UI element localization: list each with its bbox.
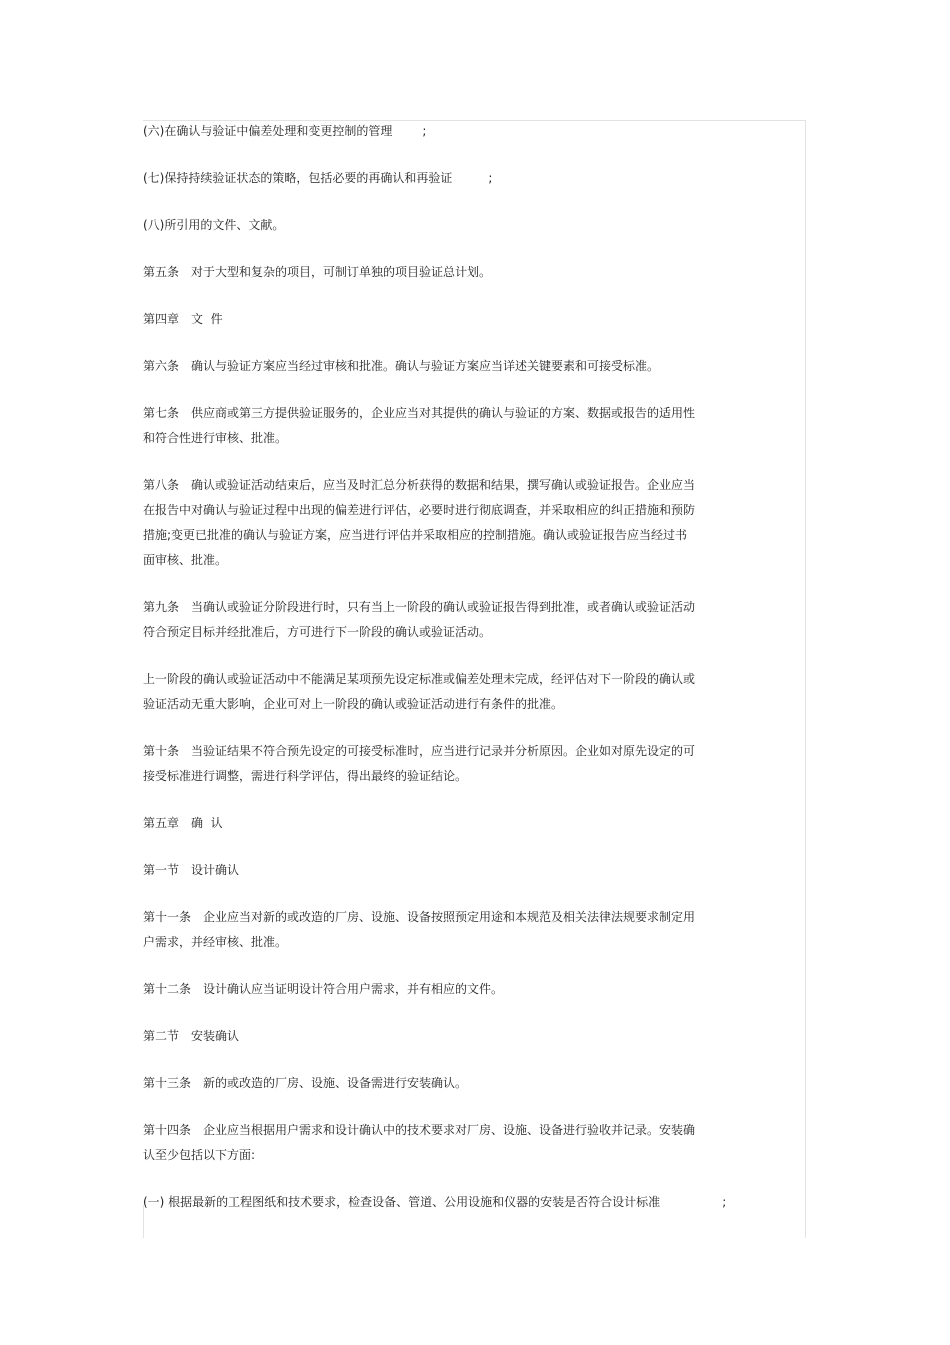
paragraph-line (143, 1143, 773, 1168)
paragraph-line (143, 354, 773, 379)
paragraph-9 (143, 595, 773, 645)
paragraph-text: (八)所引用的文件、文献。 (143, 218, 285, 232)
paragraph-text: 第七条 供应商或第三方提供验证服务的，企业应当对其提供的确认与验证的方案、数据或报告的适用性 (143, 406, 696, 420)
paragraph-4 (143, 260, 773, 285)
paragraph-line (143, 739, 773, 764)
paragraph-line (143, 667, 773, 692)
paragraph-line (143, 119, 773, 144)
paragraph-6 (143, 354, 773, 379)
paragraph-2 (143, 166, 773, 191)
paragraph-14 (143, 905, 773, 955)
paragraph-text: (一) 根据最新的工程图纸和技术要求，检查设备、管道、公用设施和仪器的安装是否符合设计标准 (143, 1195, 661, 1209)
paragraph-line (143, 858, 773, 883)
paragraph-text: 第八条 确认或验证活动结束后，应当及时汇总分析获得的数据和结果，撰写确认或验证报告。企业应当 (143, 478, 696, 492)
paragraph-text: 在报告中对确认与验证过程中出现的偏差进行评估，必要时进行彻底调查，并采取相应的纠正措施和预防 (143, 503, 696, 517)
paragraph-line (143, 548, 773, 573)
paragraph-19 (143, 1190, 773, 1215)
paragraph-text: 第十四条 企业应当根据用户需求和设计确认中的技术要求对厂房、设施、设备进行验收并记录。安装确 (143, 1123, 696, 1137)
paragraph-text: 面审核、批准。 (143, 553, 228, 567)
paragraph-line (143, 498, 773, 523)
paragraph-line (143, 307, 773, 332)
paragraph-text: 第九条 当确认或验证分阶段进行时，只有当上一阶段的确认或验证报告得到批准，或者确认或验证活动 (143, 600, 696, 614)
paragraph-line (143, 166, 773, 191)
paragraph-text: (六)在确认与验证中偏差处理和变更控制的管理 (143, 124, 393, 138)
paragraph-10 (143, 667, 773, 717)
paragraph-text: 第四章 文 件 (143, 312, 223, 326)
paragraph-text: 接受标准进行调整，需进行科学评估，得出最终的验证结论。 (143, 769, 468, 783)
paragraph-1 (143, 119, 773, 144)
paragraph-line (143, 620, 773, 645)
paragraph-7 (143, 401, 773, 451)
paragraph-line (143, 692, 773, 717)
paragraph-12 (143, 811, 773, 836)
paragraph-text: 第十二条 设计确认应当证明设计符合用户需求，并有相应的文件。 (143, 982, 504, 996)
paragraph-text: (七)保持持续验证状态的策略，包括必要的再确认和再验证 (143, 171, 453, 185)
paragraph-line (143, 426, 773, 451)
paragraph-8 (143, 473, 773, 573)
paragraph-line (143, 764, 773, 789)
paragraph-line (143, 523, 773, 548)
paragraph-5 (143, 307, 773, 332)
paragraph-text: 措施;变更已批准的确认与验证方案，应当进行评估并采取相应的控制措施。确认或验证报告应当经过书 (143, 528, 688, 542)
paragraph-18 (143, 1118, 773, 1168)
paragraph-text: 和符合性进行审核、批准。 (143, 431, 288, 445)
paragraph-line (143, 595, 773, 620)
paragraph-text: 第六条 确认与验证方案应当经过审核和批准。确认与验证方案应当详述关键要素和可接受标准。 (143, 359, 660, 373)
paragraph-text: 第一节 设计确认 (143, 863, 240, 877)
paragraph-13 (143, 858, 773, 883)
paragraph-text: 第五章 确 认 (143, 816, 223, 830)
trailing-punctuation: ; (722, 1195, 727, 1209)
paragraph-16 (143, 1024, 773, 1049)
paragraph-line (143, 1071, 773, 1096)
paragraph-line (143, 905, 773, 930)
paragraph-text: 户需求，并经审核、批准。 (143, 935, 288, 949)
paragraph-line (143, 811, 773, 836)
paragraph-11 (143, 739, 773, 789)
trailing-punctuation: ; (422, 124, 427, 138)
paragraph-line (143, 930, 773, 955)
paragraph-text: 验证活动无重大影响，企业可对上一阶段的确认或验证活动进行有条件的批准。 (143, 697, 564, 711)
paragraph-3 (143, 213, 773, 238)
paragraph-line (143, 1024, 773, 1049)
paragraph-text: 上一阶段的确认或验证活动中不能满足某项预先设定标准或偏差处理未完成，经评估对下一阶段的确认或 (143, 672, 696, 686)
paragraph-text: 第十三条 新的或改造的厂房、设施、设备需进行安装确认。 (143, 1076, 468, 1090)
paragraph-line (143, 401, 773, 426)
paragraph-text: 第十一条 企业应当对新的或改造的厂房、设施、设备按照预定用途和本规范及相关法律法规要求制定用 (143, 910, 696, 924)
paragraph-text: 第十条 当验证结果不符合预先设定的可接受标准时，应当进行记录并分析原因。企业如对原先设定的可 (143, 744, 696, 758)
paragraph-line (143, 1118, 773, 1143)
trailing-punctuation: ; (488, 171, 493, 185)
paragraph-line (143, 1190, 773, 1215)
paragraph-line (143, 473, 773, 498)
paragraph-17 (143, 1071, 773, 1096)
paragraph-text: 第五条 对于大型和复杂的项目，可制订单独的项目验证总计划。 (143, 265, 492, 279)
paragraph-line (143, 213, 773, 238)
paragraph-line (143, 977, 773, 1002)
paragraph-15 (143, 977, 773, 1002)
paragraph-text: 符合预定目标并经批准后，方可进行下一阶段的确认或验证活动。 (143, 625, 492, 639)
document-body (143, 119, 773, 1237)
paragraph-text: 第二节 安装确认 (143, 1029, 240, 1043)
paragraph-text: 认至少包括以下方面: (143, 1148, 256, 1162)
paragraph-line (143, 260, 773, 285)
